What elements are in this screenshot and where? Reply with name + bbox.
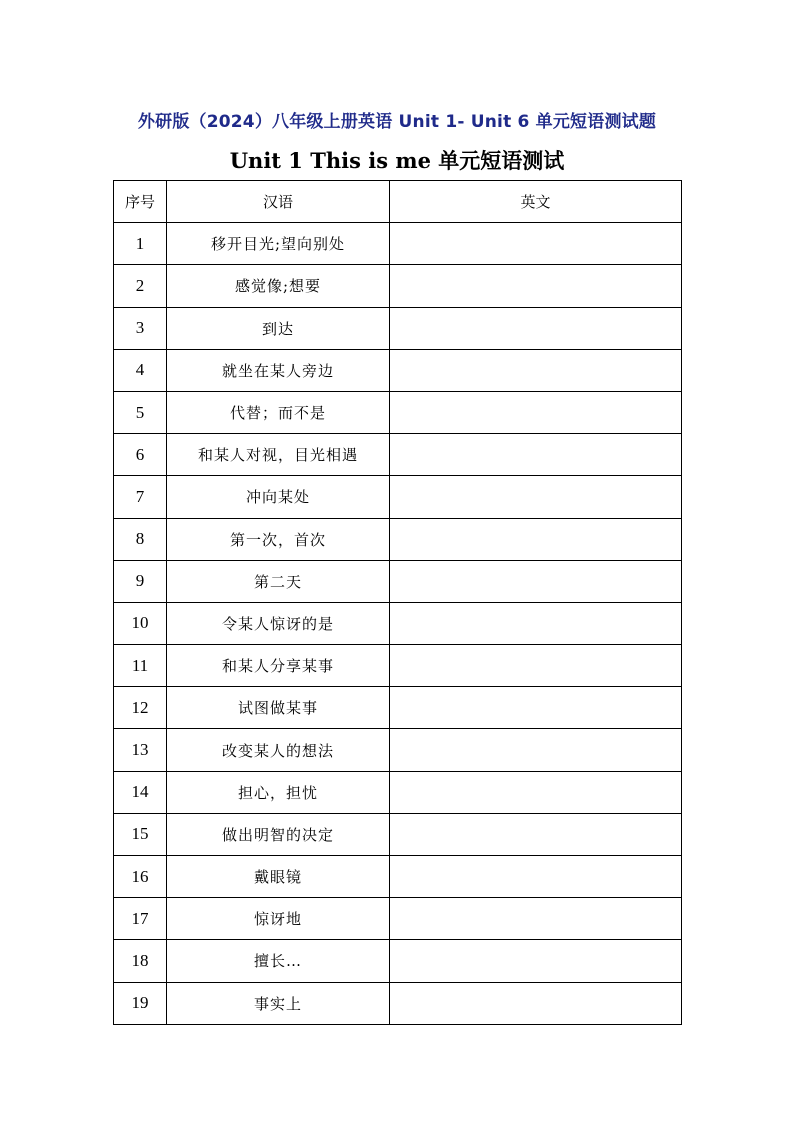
unit-title: Unit 1 This is me 单元短语测试 <box>229 148 565 173</box>
row-chinese: 惊讶地 <box>167 898 390 940</box>
row-chinese: 担心，担忧 <box>167 771 390 813</box>
page-title: 外研版（2024）八年级上册英语 Unit 1- Unit 6 单元短语测试题 <box>137 112 657 132</box>
row-english-answer[interactable] <box>390 898 682 940</box>
row-number: 9 <box>114 560 167 602</box>
row-english-answer[interactable] <box>390 391 682 433</box>
row-english-answer[interactable] <box>390 560 682 602</box>
row-number: 5 <box>114 391 167 433</box>
row-english-answer[interactable] <box>390 687 682 729</box>
row-english-answer[interactable] <box>390 729 682 771</box>
row-number: 16 <box>114 856 167 898</box>
row-chinese: 和某人对视，目光相遇 <box>167 434 390 476</box>
row-number: 7 <box>114 476 167 518</box>
row-chinese: 就坐在某人旁边 <box>167 349 390 391</box>
row-chinese: 改变某人的想法 <box>167 729 390 771</box>
row-english-answer[interactable] <box>390 982 682 1024</box>
row-english-answer[interactable] <box>390 349 682 391</box>
header-english: 英文 <box>390 181 682 223</box>
table-row <box>114 476 682 518</box>
row-chinese: 事实上 <box>167 982 390 1024</box>
row-english-answer[interactable] <box>390 602 682 644</box>
table-row <box>114 560 682 602</box>
table-row <box>114 602 682 644</box>
row-english-answer[interactable] <box>390 518 682 560</box>
row-number: 15 <box>114 813 167 855</box>
row-number: 4 <box>114 349 167 391</box>
row-chinese: 擅长… <box>167 940 390 982</box>
table-header-row <box>114 181 682 223</box>
row-english-answer[interactable] <box>390 771 682 813</box>
row-number: 13 <box>114 729 167 771</box>
row-english-answer[interactable] <box>390 476 682 518</box>
row-chinese: 令某人惊讶的是 <box>167 602 390 644</box>
table-row <box>114 813 682 855</box>
row-chinese: 到达 <box>167 307 390 349</box>
table-row <box>114 771 682 813</box>
row-english-answer[interactable] <box>390 223 682 265</box>
table-row <box>114 729 682 771</box>
row-number: 8 <box>114 518 167 560</box>
table-row <box>114 265 682 307</box>
table-row <box>114 349 682 391</box>
row-english-answer[interactable] <box>390 940 682 982</box>
row-number: 3 <box>114 307 167 349</box>
table-row <box>114 898 682 940</box>
row-chinese: 冲向某处 <box>167 476 390 518</box>
row-number: 12 <box>114 687 167 729</box>
row-chinese: 代替；而不是 <box>167 391 390 433</box>
row-chinese: 和某人分享某事 <box>167 645 390 687</box>
row-number: 2 <box>114 265 167 307</box>
row-chinese: 第二天 <box>167 560 390 602</box>
row-english-answer[interactable] <box>390 856 682 898</box>
phrase-table <box>113 180 682 1025</box>
row-english-answer[interactable] <box>390 265 682 307</box>
row-chinese: 移开目光;望向别处 <box>167 223 390 265</box>
table-row <box>114 645 682 687</box>
table-row <box>114 223 682 265</box>
row-number: 10 <box>114 602 167 644</box>
row-english-answer[interactable] <box>390 307 682 349</box>
table-row <box>114 518 682 560</box>
table-row <box>114 434 682 476</box>
row-number: 14 <box>114 771 167 813</box>
row-chinese: 感觉像;想要 <box>167 265 390 307</box>
row-chinese: 戴眼镜 <box>167 856 390 898</box>
header-chinese: 汉语 <box>167 181 390 223</box>
row-number: 1 <box>114 223 167 265</box>
table-body <box>114 223 682 1025</box>
table-row <box>114 940 682 982</box>
table-row <box>114 856 682 898</box>
table-row <box>114 391 682 433</box>
row-number: 6 <box>114 434 167 476</box>
row-english-answer[interactable] <box>390 645 682 687</box>
row-chinese: 第一次，首次 <box>167 518 390 560</box>
row-english-answer[interactable] <box>390 434 682 476</box>
row-number: 11 <box>114 645 167 687</box>
row-chinese: 试图做某事 <box>167 687 390 729</box>
row-english-answer[interactable] <box>390 813 682 855</box>
table-row <box>114 687 682 729</box>
table-row <box>114 982 682 1024</box>
row-number: 19 <box>114 982 167 1024</box>
row-chinese: 做出明智的决定 <box>167 813 390 855</box>
row-number: 18 <box>114 940 167 982</box>
table-row <box>114 307 682 349</box>
row-number: 17 <box>114 898 167 940</box>
header-number: 序号 <box>114 181 167 223</box>
